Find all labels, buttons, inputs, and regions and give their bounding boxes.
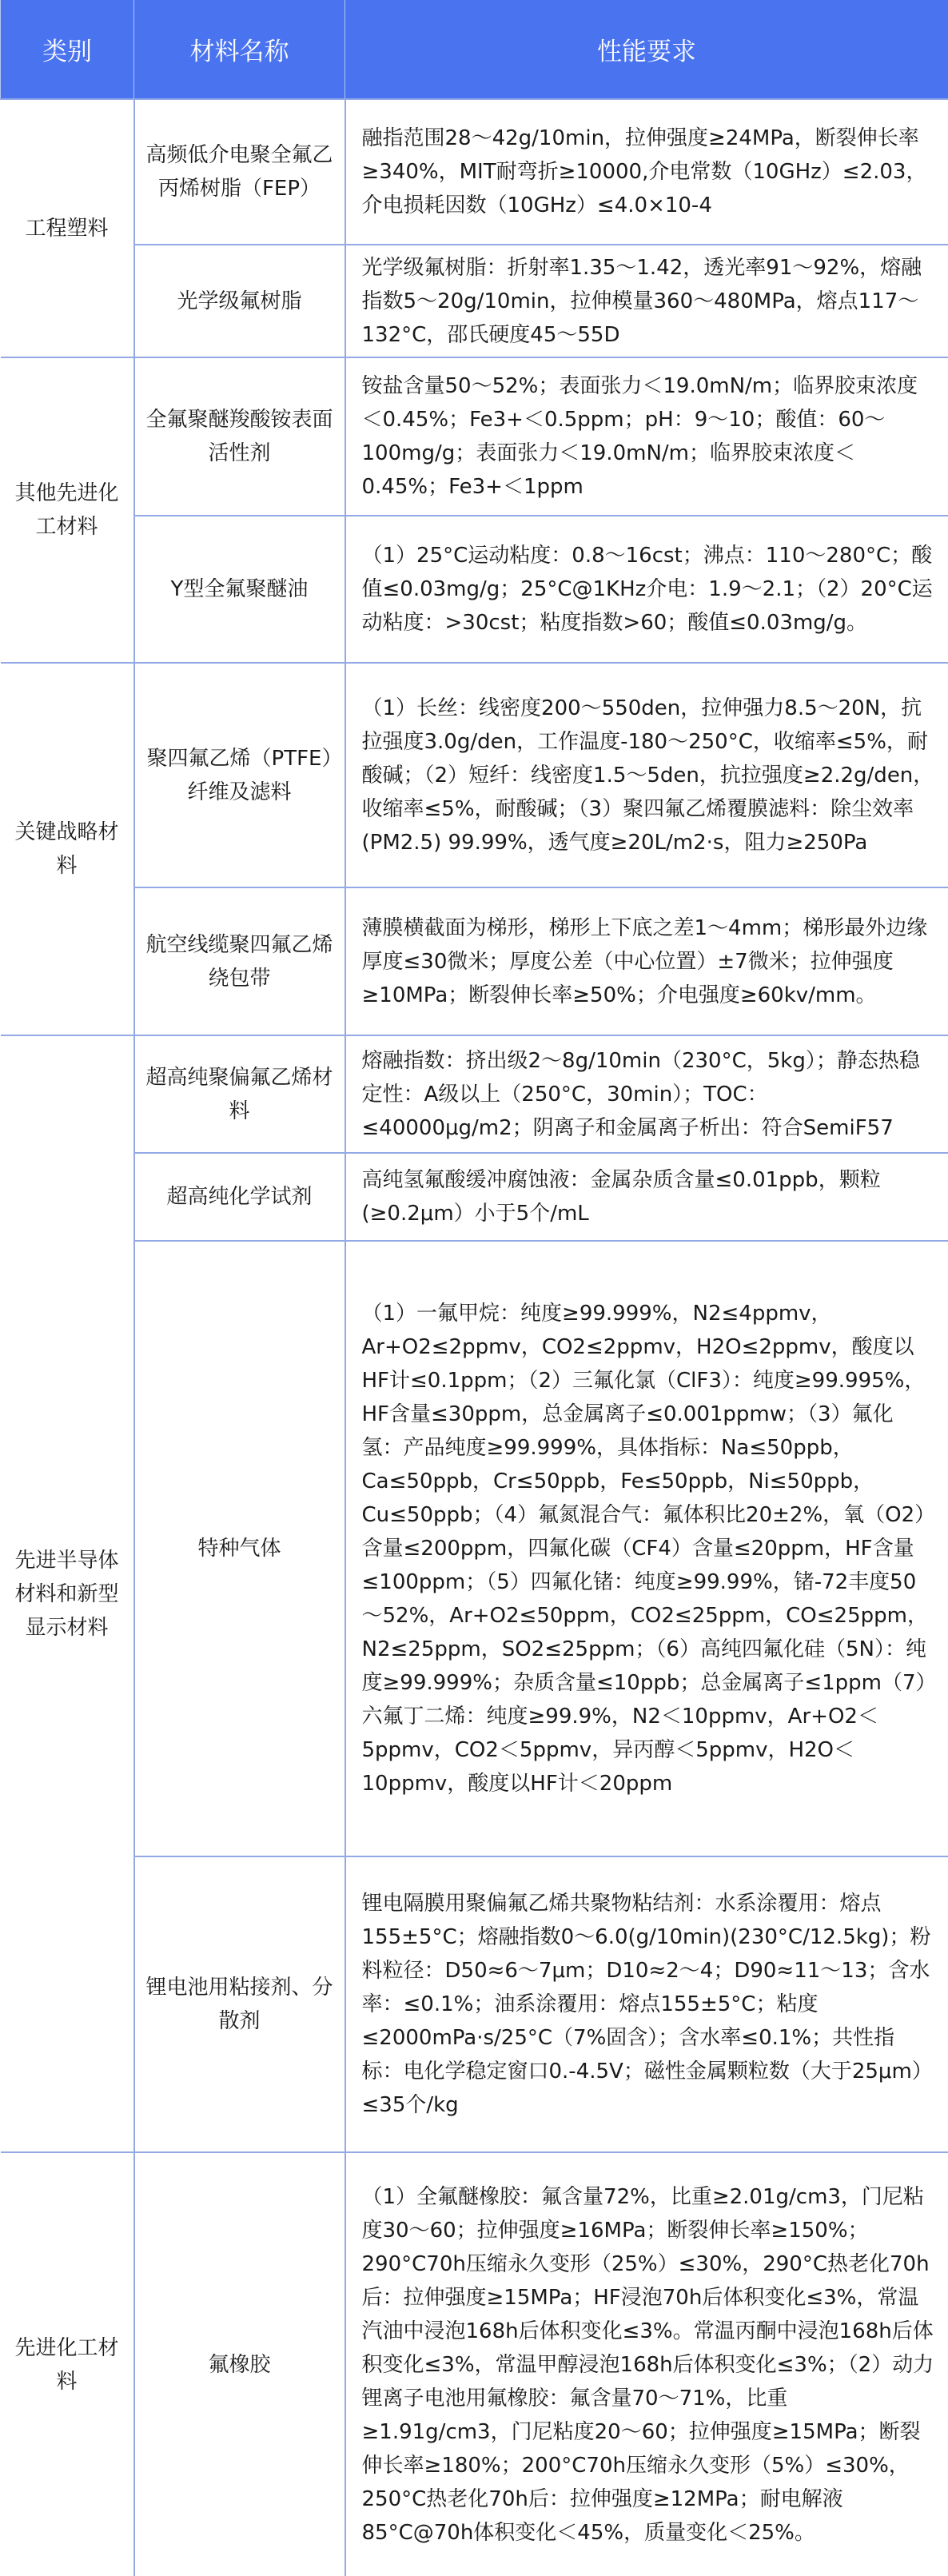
requirement-cell: 熔融指数：挤出级2～8g/10min（230°C，5kg）；静态热稳定性：A级以上（250°C，30min）；TOC：≤40000μg/m2；阴离子和金属离子析出：符合SemiF57 [345, 1035, 948, 1153]
requirement-cell: （1）25°C运动粘度：0.8～16cst；沸点：110～280°C；酸值≤0.03mg/g；25°C@1KHz介电：1.9～2.1；（2）20°C运动粘度：>30cst；粘度指数>60；酸值≤0.03mg/g。 [345, 516, 948, 663]
material-name-cell: 聚四氟乙烯（PTFE）纤维及滤料 [134, 663, 345, 887]
requirement-cell: 铵盐含量50～52%；表面张力＜19.0mN/m；临界胶束浓度＜0.45%；Fe3+＜0.5ppm；pH：9～10；酸值：60～100mg/g；表面张力＜19.0mN/m；临界胶束浓度＜0.45%；Fe3+＜1ppm [345, 357, 948, 516]
table-row [1, 357, 948, 516]
material-name-cell: 超高纯化学试剂 [134, 1153, 345, 1241]
requirement-cell: 光学级氟树脂：折射率1.35～1.42，透光率91～92%，熔融指数5～20g/10min，拉伸模量360～480MPa，熔点117～132°C，邵氏硬度45～55D [345, 245, 948, 357]
requirement-cell: 薄膜横截面为梯形，梯形上下底之差1～4mm；梯形最外边缘厚度≤30微米；厚度公差（中心位置）±7微米；拉伸强度≥10MPa；断裂伸长率≥50%；介电强度≥60kv/mm。 [345, 887, 948, 1035]
material-name-cell: 光学级氟树脂 [134, 245, 345, 357]
table-row [1, 1241, 948, 1856]
table-row [1, 663, 948, 887]
category-cell: 工程塑料 [1, 99, 134, 357]
header-category: 类别 [1, 0, 134, 99]
requirement-cell: 融指范围28～42g/10min，拉伸强度≥24MPa，断裂伸长率≥340%，MIT耐弯折≥10000,介电常数（10GHz）≤2.03，介电损耗因数（10GHz）≤4.0×10-4 [345, 99, 948, 245]
table-row [1, 245, 948, 357]
category-cell: 关键战略材料 [1, 663, 134, 1035]
table-row [1, 1153, 948, 1241]
requirement-cell: 高纯氢氟酸缓冲腐蚀液：金属杂质含量≤0.01ppb，颗粒(≥0.2μm）小于5个/mL [345, 1153, 948, 1241]
material-name-cell: 特种气体 [134, 1241, 345, 1856]
category-cell: 先进半导体材料和新型显示材料 [1, 1035, 134, 2152]
requirement-cell: 锂电隔膜用聚偏氟乙烯共聚物粘结剂：水系涂覆用：熔点155±5°C；熔融指数0～6.0(g/10min)(230°C/12.5kg)；粉料粒径：D50≈6～7μm；D10≈2～4；D90≈11～13；含水率：≤0.1%；油系涂覆用：熔点155±5°C；粘度≤2000mPa·s/25°C（7%固含）；含水率≤0.1%；共性指标：电化学稳定窗口0.-4.5V；磁性金属颗粒数（大于25μm）≤35个/kg [345, 1856, 948, 2152]
material-name-cell: 锂电池用粘接剂、分散剂 [134, 1856, 345, 2152]
table-row [1, 1035, 948, 1153]
material-name-cell: 航空线缆聚四氟乙烯绕包带 [134, 887, 345, 1035]
requirement-cell: （1）长丝：线密度200～550den，拉伸强力8.5～20N，抗拉强度3.0g/den，工作温度-180～250°C，收缩率≤5%，耐酸碱；（2）短纤：线密度1.5～5den，抗拉强度≥2.2g/den，收缩率≤5%，耐酸碱；（3）聚四氟乙烯覆膜滤料：除尘效率(PM2.5) 99.99%，透气度≥20L/m2·s，阻力≥250Pa [345, 663, 948, 887]
table-row [1, 1856, 948, 2152]
material-name-cell: 全氟聚醚羧酸铵表面活性剂 [134, 357, 345, 516]
table-row [1, 99, 948, 245]
material-name-cell: 高频低介电聚全氟乙丙烯树脂（FEP） [134, 99, 345, 245]
material-name-cell: 氟橡胶 [134, 2152, 345, 2576]
requirement-cell: （1）一氟甲烷：纯度≥99.999%，N2≤4ppmv，Ar+O2≤2ppmv，CO2≤2ppmv，H2O≤2ppmv，酸度以HF计≤0.1ppm；（2）三氟化氯（ClF3）：纯度≥99.995%，HF含量≤30ppm，总金属离子≤0.001ppmw；（3）氟化氢：产品纯度≥99.999%，具体指标：Na≤50ppb，Ca≤50ppb，Cr≤50ppb，Fe≤50ppb，Ni≤50ppb，Cu≤50ppb；（4）氟氮混合气：氟体积比20±2%，氧（O2）含量≤200ppm，四氟化碳（CF4）含量≤20ppm，HF含量≤100ppm；（5）四氟化锗：纯度≥99.99%，锗-72丰度50～52%，Ar+O2≤50ppm，CO2≤25ppm，CO≤25ppm，N2≤25ppm，SO2≤25ppm；（6）高纯四氟化硅（5N）：纯度≥99.999%；杂质含量≤10ppb；总金属离子≤1ppm（7）六氟丁二烯：纯度≥99.9%，N2＜10ppmv，Ar+O2＜5ppmv，CO2＜5ppmv，异丙醇＜5ppmv，H2O＜10ppmv，酸度以HF计＜20ppm [345, 1241, 948, 1856]
table-row [1, 2152, 948, 2576]
header-performance-requirement: 性能要求 [345, 0, 948, 99]
material-name-cell: Y型全氟聚醚油 [134, 516, 345, 663]
category-cell: 其他先进化工材料 [1, 357, 134, 663]
table-row [1, 887, 948, 1035]
requirement-cell: （1）全氟醚橡胶：氟含量72%，比重≥2.01g/cm3，门尼粘度30～60；拉伸强度≥16MPa；断裂伸长率≥150%；290°C70h压缩永久变形（25%）≤30%，290°C热老化70h后：拉伸强度≥15MPa；HF浸泡70h后体积变化≤3%，常温汽油中浸泡168h后体积变化≤3%。常温丙酮中浸泡168h后体积变化≤3%，常温甲醇浸泡168h后体积变化≤3%；（2）动力锂离子电池用氟橡胶：氟含量70～71%，比重≥1.91g/cm3，门尼粘度20～60；拉伸强度≥15MPa；断裂伸长率≥180%；200°C70h压缩永久变形（5%）≤30%，250°C热老化70h后：拉伸强度≥12MPa；耐电解液85°C@70h体积变化＜45%，质量变化＜25%。 [345, 2152, 948, 2576]
header-material-name: 材料名称 [134, 0, 345, 99]
table-row [1, 516, 948, 663]
material-name-cell: 超高纯聚偏氟乙烯材料 [134, 1035, 345, 1153]
table-header-row [1, 0, 948, 99]
category-cell: 先进化工材料 [1, 2152, 134, 2576]
